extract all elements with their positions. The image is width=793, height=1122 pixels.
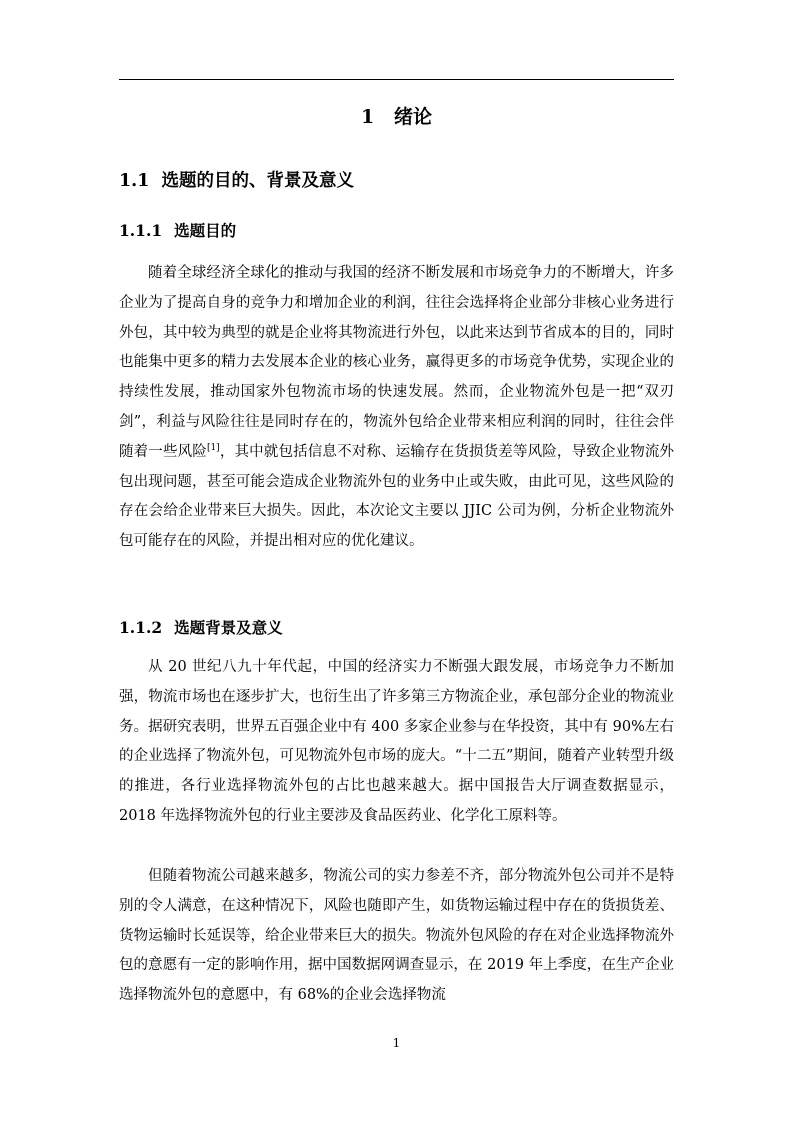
paragraph-text: 随着全球经济全球化的推动与我国的经济不断发展和市场竞争力的不断增大，许多企业为了提高自身的竞争力和增加企业的利润，往往会选择将企业部分非核心业务进行外包，其中较为典型的就是企业将其物流进行外包，以此来达到节省成本的目的，同时也能集中更多的精力去发展本企业的核心业务，赢得更多的市场竞争优势，实现企业的持续性发展，推动国家外包物流市场的快速发展。然而，企业物流外包是一把“双刃剑”，利益与风险往往是同时存在的，物流外包给企业带来相应利润的同时，往往会伴随着一些风险 [119, 265, 674, 460]
paragraph-background: 从 20 世纪八九十年代起，中国的经济实力不断强大跟发展，市场竞争力不断加强，物流市场也在逐步扩大，也衍生出了许多第三方物流企业，承包部分企业的物流业务。据研究表明，世界五百强企业中有 400 多家企业参与在华投资，其中有 90%左右的企业选择了物流外包，可见物流外包市场的庞大。“十二五”期间，随着产业转型升级的推进，各行业选择物流外包的占比也越来越大。据中国报告大厅调查数据显示，2018 年选择物流外包的行业主要涉及食品医药业、化学化工原料等。 [119, 659, 674, 824]
paragraph-risk: 但随着物流公司越来越多，物流公司的实力参差不齐，部分物流外包公司并不是特别的令人满意，在这种情况下，风险也随即产生，如货物运输过程中存在的货损货差、货物运输时长延误等，给企业带来巨大的损失。物流外包风险的存在对企业选择物流外包的意愿有一定的影响作用，据中国数据网调查显示，在 2019 年上季度，在生产企业选择物流外包的意愿中，有 68%的企业会选择物流 [119, 868, 674, 1004]
citation: [1] [206, 442, 220, 453]
subsection-number: 1.1.1 [119, 221, 163, 240]
header-rule [119, 79, 674, 80]
section-number: 1.1 [119, 171, 150, 191]
chapter-title: 1 绪论 [360, 106, 433, 128]
subsection-heading-1 [119, 220, 236, 242]
subsection-heading-2 [119, 617, 283, 639]
paragraph-purpose [119, 259, 674, 557]
subsection-number: 1.1.2 [119, 618, 163, 637]
subsection-title: 选题背景及意义 [174, 618, 283, 637]
section-heading [119, 169, 354, 193]
section-title: 选题的目的、背景及意义 [161, 171, 354, 191]
subsection-title: 选题目的 [174, 221, 237, 240]
paragraph-text-tail: ，其中就包括信息不对称、运输存在货损货差等风险，导致企业物流外包出现问题，甚至可能会造成企业物流外包的业务中止或失败，由此可见，这些风险的存在会给企业带来巨大损失。因此，本次论文主要以 JJIC 公司为例，分析企业物流外包可能存在的风险，并提出相对应的优化建议。 [119, 443, 675, 550]
page-number: 1 [392, 1036, 401, 1050]
